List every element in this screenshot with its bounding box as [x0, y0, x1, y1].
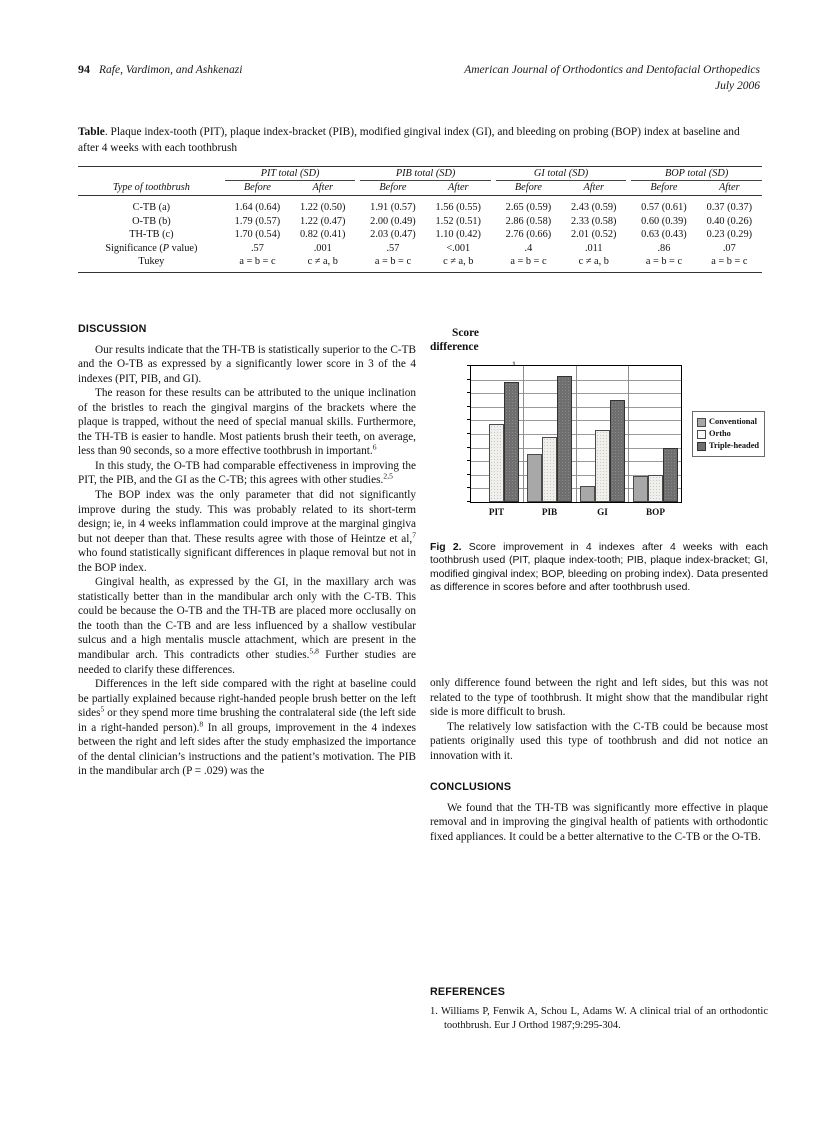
table-cell: 0.57 (0.61) — [641, 202, 687, 213]
table-cell: 2.01 (0.52) — [571, 229, 617, 241]
table-cell: 2.00 (0.49) — [370, 215, 416, 227]
p5-text: Gingival health, as expressed by the GI, in the maxillary arch was statistically better than in the mandibular arch only with the C-TB. This could be because the O-TB and the TH-TB are placed more occlusally on the tooth than the C-TB and are less influenced by a shallow vestibular sulcus and a high mentalis muscle attachment, which are present in the mandibular arch. This contradicts other studies. — [78, 576, 416, 662]
table-cell: a = b = c — [239, 256, 276, 268]
left-column — [78, 322, 416, 779]
results-table — [78, 166, 762, 269]
table-cell: a = b = c — [645, 256, 683, 268]
legend-swatch-icon — [697, 418, 706, 427]
p6-ref-a: 5 — [100, 704, 105, 714]
table-cell: 2.43 (0.59) — [571, 202, 617, 213]
table-cell: 1.56 (0.55) — [435, 202, 481, 213]
right-column — [430, 676, 768, 844]
table-cell: a = b = c — [711, 256, 748, 268]
table-cell: 1.70 (0.54) — [234, 229, 281, 241]
issue-date: July 2006 — [714, 80, 760, 92]
results-table-block — [78, 124, 762, 273]
chart-bar — [595, 430, 610, 502]
table-bottom-rule — [78, 272, 762, 273]
table-cell: c ≠ a, b — [307, 256, 338, 268]
axis-title-line-1: Score — [452, 327, 479, 339]
table-row-label: TH-TB (c) — [129, 229, 174, 241]
table-row-label: Significance (P value) — [105, 242, 198, 254]
subheader-pib-before: Before — [379, 182, 407, 194]
table-label: Table — [78, 126, 105, 138]
legend-item — [697, 440, 759, 452]
figure-caption — [430, 541, 768, 595]
x-axis-label: PIB — [541, 507, 558, 517]
p5-tail: Further studies are needed to clarify these differences. — [78, 649, 416, 676]
table-cell: 1.64 (0.64) — [234, 202, 281, 213]
axis-title-line-2: difference — [430, 341, 479, 353]
chart-bar — [504, 382, 519, 502]
legend-label: Ortho — [709, 429, 731, 438]
table-cell: 2.86 (0.58) — [505, 215, 552, 227]
chart-bar — [527, 454, 542, 502]
table-row — [78, 201, 762, 215]
group-header-bop: BOP total (SD) — [631, 166, 762, 181]
right-paragraph-2: The relatively low satisfaction with the C-TB could be because most patients originally used this type of toothbrush and did not notice an innovation with it. — [430, 720, 768, 762]
p4-tail: who found statistically significant differences in plaque removal but not in the BOP index. — [78, 547, 416, 574]
chart-bar-group — [471, 366, 523, 502]
table-cell: a = b = c — [374, 256, 412, 268]
table-row-label: C-TB (a) — [132, 202, 171, 213]
table-group-header-row — [78, 166, 762, 181]
chart-plot-area — [470, 365, 682, 503]
chart-bar-group — [628, 366, 681, 502]
x-axis-label: PIT — [488, 507, 505, 517]
table-body — [78, 201, 762, 269]
table-cell: 2.76 (0.66) — [505, 229, 552, 241]
table-cell: 2.03 (0.47) — [370, 229, 416, 241]
running-head-left — [78, 62, 242, 77]
discussion-paragraph-2 — [78, 386, 416, 459]
chart-y-axis-title — [430, 326, 770, 354]
table-cell: 1.22 (0.47) — [300, 215, 346, 227]
chart-bar-group — [576, 366, 629, 502]
legend-label: Conventional — [709, 417, 757, 426]
chart-bar — [489, 424, 504, 502]
table-cell: <.001 — [446, 242, 471, 254]
subheader-pit-after: After — [312, 182, 334, 194]
table-cell: a = b = c — [510, 256, 547, 268]
chart-bar — [610, 400, 625, 502]
conclusions-heading: CONCLUSIONS — [430, 781, 512, 794]
discussion-paragraph-1: Our results indicate that the TH-TB is statistically superior to the C-TB and the O-TB as expressed by a significantly lower score in 3 of the 4 indexes (PIT, PIB, and GI). — [78, 343, 416, 385]
chart-bar — [633, 476, 648, 502]
table-cell: 1.79 (0.57) — [234, 215, 281, 227]
legend-swatch-icon — [697, 430, 706, 439]
references-heading: REFERENCES — [430, 986, 506, 998]
subheader-pit-before: Before — [243, 182, 271, 194]
journal-name: American Journal of Orthodontics and Dentofacial Orthopedics — [464, 64, 760, 76]
table-row — [78, 215, 762, 229]
x-axis-label: BOP — [646, 507, 665, 517]
legend-item — [697, 416, 759, 428]
chart-bar — [580, 486, 595, 502]
running-head-right — [464, 62, 760, 94]
table-cell: 2.33 (0.58) — [571, 215, 617, 227]
p5-ref: 5,8 — [309, 646, 319, 656]
p6-tail: In all groups, improvement in the 4 indexes between the right and left sides after the study emphasized the importance of the dental clinician’s instructions and the patient’s motivation. The PIB in the mandibular arch (P = .029) was the — [78, 721, 416, 778]
p4-text: The BOP index was the only parameter that did not significantly improve during the study. This was probably related to its short-term design; ie, in 4 weeks inflammation could improve at the marginal gingiva but not deeper than that. These results agree with those of Heintze et al, — [78, 489, 416, 545]
table-cell: 1.10 (0.42) — [435, 229, 481, 241]
p2-ref: 6 — [372, 442, 377, 452]
p4-ref: 7 — [412, 529, 416, 539]
figure-label: Fig 2. — [430, 542, 462, 553]
bar-chart — [430, 359, 770, 527]
figure-caption-text: Score improvement in 4 indexes after 4 weeks with each toothbrush used (PIT, plaque index-tooth; PIB, plaque index-bracket; GI, modified gingival index; BOP, bleeding on probing index). Data presented as difference in scores before and after toothbrush used. — [430, 542, 769, 594]
chart-bar — [648, 475, 663, 502]
subheader-gi-before: Before — [514, 182, 542, 194]
legend-item — [697, 428, 759, 440]
right-paragraph-1: only difference found between the right and left sides, but this was not related to the type of toothbrush. It might show that the mandibular right side is more difficult to brush. — [430, 677, 768, 719]
table-row-label: Tukey — [138, 256, 165, 268]
chart-bar-groups — [471, 366, 681, 502]
p6-ref-b: 8 — [199, 719, 204, 729]
table-cell: .4 — [524, 242, 533, 254]
table-caption — [78, 124, 762, 157]
table-cell: 0.23 (0.29) — [706, 229, 753, 241]
x-axis-label: GI — [597, 507, 608, 517]
stub-header: Type of toothbrush — [112, 182, 190, 194]
figure-2-block — [430, 326, 770, 595]
p3-text: In this study, the O-TB had comparable effectiveness in improving the PIT, the PIB, and the GI as the C-TB; this agrees with other studies. — [78, 459, 416, 487]
subheader-gi-after: After — [583, 182, 605, 194]
table-cell: 0.40 (0.26) — [706, 215, 753, 227]
table-cell: 0.82 (0.41) — [300, 229, 346, 241]
subheader-bop-before: Before — [650, 182, 678, 194]
table-row — [78, 228, 762, 242]
table-cell: .57 — [250, 242, 264, 254]
chart-bar-group — [523, 366, 576, 502]
table-row-label: O-TB (b) — [132, 215, 171, 227]
table-cell: 0.60 (0.39) — [641, 215, 687, 227]
p6-text: Differences in the left side compared with the right at baseline could be partially explained because right-handed people brush better on the left sides — [78, 678, 416, 720]
p3-ref: 2,5 — [383, 471, 393, 481]
table-cell: 2.65 (0.59) — [505, 202, 552, 213]
table-cell: 1.91 (0.57) — [370, 202, 416, 213]
table-cell: c ≠ a, b — [443, 256, 474, 268]
references-block — [430, 986, 768, 1033]
page-number: 94 — [78, 62, 90, 76]
table-row — [78, 242, 762, 256]
p6-mid: or they spend more time brushing the contralateral side (the left side in a right-handed person). — [78, 707, 416, 734]
running-head — [78, 62, 760, 102]
group-header-pib: PIB total (SD) — [360, 166, 491, 181]
group-header-gi: GI total (SD) — [496, 166, 627, 181]
discussion-paragraph-3 — [78, 459, 416, 488]
table-cell: .07 — [722, 242, 736, 254]
table-cell: 0.63 (0.43) — [641, 229, 687, 241]
table-cell: 1.22 (0.50) — [300, 202, 346, 213]
chart-bar — [663, 448, 678, 502]
table-cell: 0.37 (0.37) — [706, 202, 753, 213]
chart-bar — [557, 376, 572, 502]
discussion-heading: DISCUSSION — [78, 323, 147, 335]
table-cell: .57 — [386, 242, 400, 254]
conclusions-paragraph: We found that the TH-TB was significantly more effective in plaque removal and in improving the gingival health of patients with orthodontic fixed appliances. It could be a better alternative to the C-TB or the O-TB. — [430, 801, 768, 843]
discussion-paragraph-6 — [78, 677, 416, 779]
chart-bar — [542, 437, 557, 502]
legend-label: Triple-headed — [709, 441, 760, 450]
table-cell: .86 — [657, 242, 671, 254]
subheader-bop-after: After — [719, 182, 740, 194]
table-cell: 1.52 (0.51) — [435, 215, 481, 227]
running-head-authors: Rafe, Vardimon, and Ashkenazi — [99, 64, 243, 76]
p2-text: The reason for these results can be attributed to the unique inclination of the bristles to reach the gingival margins of the brackets where the plaque is trapped, without the need of special manual skills. Furthermore, the TH-TB is easier to handle. Most patients brush their teeth, on average, less than 90 seconds, so a more effective toothbrush in important. — [78, 387, 416, 458]
legend-swatch-icon — [697, 442, 706, 451]
table-row — [78, 255, 762, 269]
x-axis-labels — [470, 507, 682, 517]
table-cell: .001 — [313, 242, 332, 254]
table-caption-text: . Plaque index-tooth (PIT), plaque index-bracket (PIB), modified gingival index (GI), and bleeding on probing (BOP) index at baseline and after 4 weeks with each toothbrush — [78, 126, 740, 155]
table-cell: .011 — [584, 242, 603, 254]
table-cell: c ≠ a, b — [578, 256, 609, 268]
subheader-pib-after: After — [447, 182, 469, 194]
group-header-pit: PIT total (SD) — [225, 166, 356, 181]
table-subheader-row — [78, 181, 762, 196]
reference-item-1: 1. Williams P, Fenwik A, Schou L, Adams W. A clinical trial of an orthodontic toothbrush. Eur J Orthod 1987;9:295-304. — [430, 1006, 768, 1032]
discussion-paragraph-4 — [78, 488, 416, 575]
discussion-paragraph-5 — [78, 575, 416, 677]
chart-legend — [692, 411, 765, 457]
